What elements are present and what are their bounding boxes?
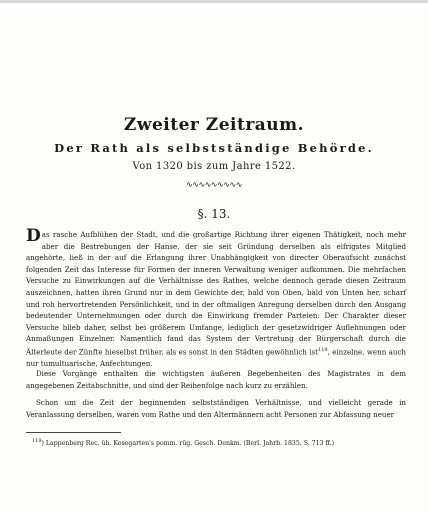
chapter-subtitle: Der Rath als selbstständige Behörde. <box>54 141 374 155</box>
top-edge <box>0 0 428 3</box>
ornament-divider: ∿∿∿∿∿∿∿∿∿ <box>186 180 242 189</box>
paragraph-2: Diese Vorgänge enthalten die wichtigsten äußeren Begebenheiten des Magistrates in dem angegebenen Zeitabschnitte, und sind der Reihenfolge nach kurz zu erzählen. <box>26 369 406 390</box>
footnote-rule <box>26 432 121 433</box>
footnote-text: ) Lappenberg Rec. üb. Kosegarten's pomm. rüg. Gesch. Denkm. (Berl. Jahrb. 1835. S. 713 ff.) <box>41 440 334 448</box>
paragraph-1-end: , einzelne, wenn auch nur tumultuarische, Anfechtungen. <box>26 347 406 368</box>
paragraph-1 <box>26 226 406 369</box>
footnote-ref: 119 <box>318 346 328 353</box>
paragraph-1-text: as rasche Aufblühen der Stadt, und die großartige Richtung ihrer eigenen Thätigkeit, noch mehr aber die Bestrebungen der Hanse, der sie seit Gründung derselben als eifrigstes Mitglied angehörte, ließ in der auf die Erlangung ihrer Unabhängigkeit von directer Oberaufsicht zunächst folgenden Zeit das Interesse für Formen der inneren Verwaltung weniger aufkommen. Die mehrfachen Versuche zu Einwirkungen auf die Verhältnisse des Rathes, welche dennoch gerade diesen Zeitraum auszeichnen, hatten ihren Grund nur in dem Gewichte der, bald von Oben, bald von Unten her, scharf und roh hervortretenden Persönlichkeit, und in der oftmaligen Anregung derselben durch den Ausgang bedeutender Unternehmungen oder durch die Einwirkung fremder Parteien: Der Charakter dieser Versuche blieb daher, selbst bei größerem Umfange, lediglich der gesetzwidriger Auflehnungen oder Anmaßungen Einzelner. Namentlich fand das System der Vertretung der Bürgerschaft durch die Älterleute der Zünfte hieselbst früher, als es sonst in den Städten gewöhnlich ist <box>26 230 406 357</box>
paragraph-3: Schon um die Zeit der beginnenden selbstständigen Verhältnisse, und vielleicht gerade in Veranlassung derselben, waren vom Rathe und den Altermännern acht Personen zur Abfassung neuer <box>26 398 406 419</box>
footnote-mark: 119 <box>32 438 42 444</box>
section-heading: §. 13. <box>197 207 231 221</box>
chapter-dates: Von 1320 bis zum Jahre 1522. <box>132 161 296 172</box>
drop-cap: D <box>26 226 41 246</box>
footnote <box>32 437 412 448</box>
chapter-title: Zweiter Zeitraum. <box>123 115 305 135</box>
